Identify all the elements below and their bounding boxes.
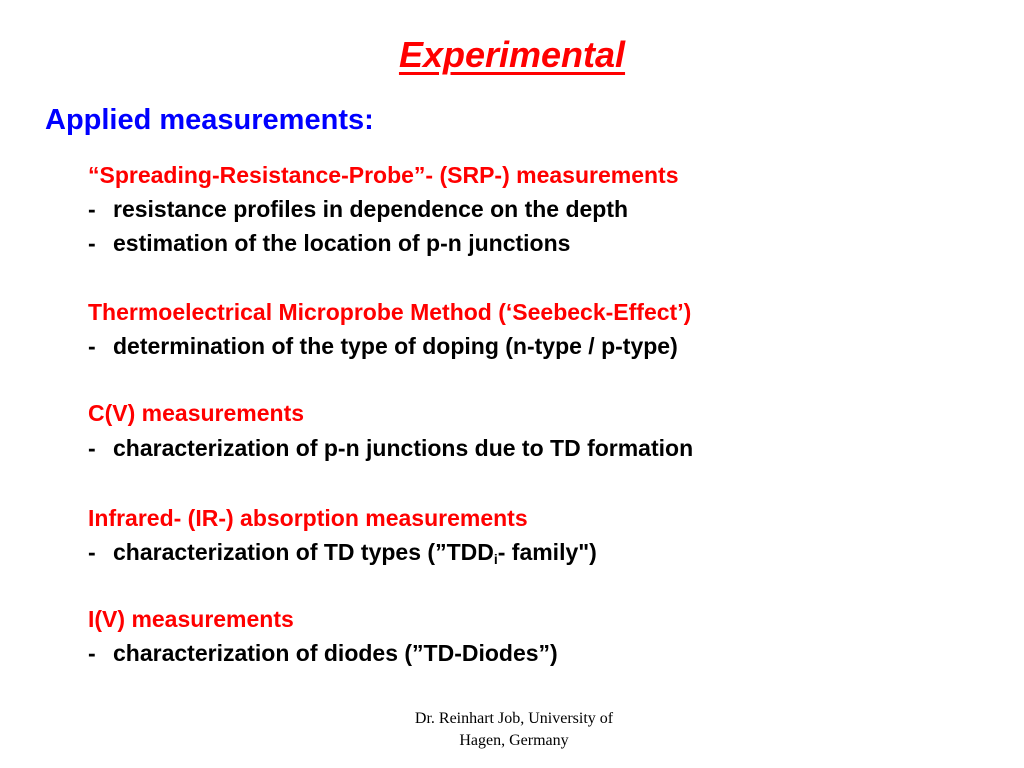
bullet-cv-1 [88,435,693,462]
bullet-marker: - [88,333,96,359]
bullet-marker: - [88,435,96,461]
footer-credit [380,708,648,752]
bullet-ir-1 [88,539,597,566]
item-title-ir: Infrared- (IR-) absorption measurements [88,505,528,531]
item-title-seebeck: Thermoelectrical Microprobe Method (‘Seebeck-Effect’) [88,299,692,325]
bullet-iv-1 [88,640,558,667]
footer-line-1: Dr. Reinhart Job, University of [414,710,614,727]
item-title-srp: “Spreading-Resistance-Probe”- (SRP-) measurements [88,162,679,188]
bullet-text: characterization of diodes (”TD-Diodes”) [113,640,558,666]
item-title-cv: C(V) measurements [88,400,305,426]
bullet-marker: - [88,196,96,222]
bullet-marker: - [88,539,96,565]
bullet-srp-1 [88,196,628,223]
bullet-text: characterization of p-n junctions due to TD formation [113,435,694,461]
slide-title: Experimental [398,34,626,75]
bullet-text-before: characterization of TD types (”TDD [113,539,494,565]
bullet-text: determination of the type of doping (n-type / p-type) [113,333,678,359]
bullet-seebeck-1 [88,333,678,360]
bullet-subscript: i [493,551,498,567]
bullet-marker: - [88,230,96,256]
item-title-iv: I(V) measurements [88,606,294,632]
footer-line-2: Hagen, Germany [459,732,569,749]
bullet-marker: - [88,640,96,666]
bullet-srp-2 [88,230,570,257]
section-heading: Applied measurements: [45,104,374,136]
bullet-text: resistance profiles in dependence on the depth [113,196,629,222]
bullet-text: estimation of the location of p-n junctions [113,230,571,256]
bullet-text-after: - family") [497,539,597,565]
